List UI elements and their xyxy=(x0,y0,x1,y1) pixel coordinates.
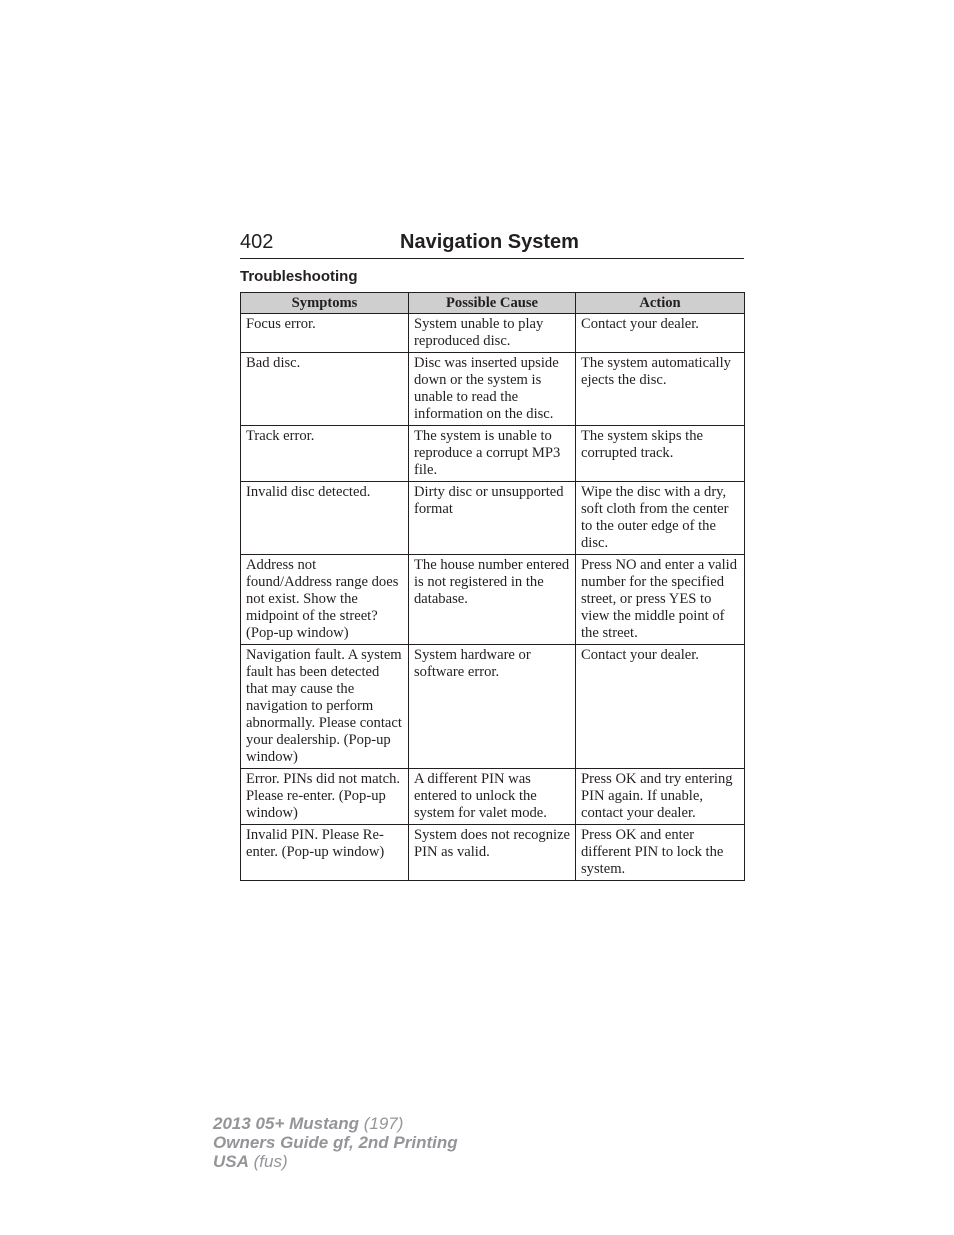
action-cell: Press OK and enter different PIN to lock the system. xyxy=(576,825,745,881)
symptom-cell: Address not found/Address range does not exist. Show the midpoint of the street? (Pop-up window) xyxy=(241,555,409,645)
page-number: 402 xyxy=(240,231,274,253)
table-row xyxy=(241,482,745,555)
cause-cell: A different PIN was entered to unlock the system for valet mode. xyxy=(409,769,576,825)
footer-market: USA xyxy=(213,1152,249,1171)
troubleshooting-table xyxy=(240,292,745,881)
action-cell: The system skips the corrupted track. xyxy=(576,426,745,482)
footer-market-code: (fus) xyxy=(248,1152,288,1171)
footer-line-market xyxy=(213,1152,458,1171)
action-cell: The system automatically ejects the disc. xyxy=(576,353,745,426)
table-row xyxy=(241,555,745,645)
page-footer xyxy=(213,1114,458,1171)
cause-cell: Disc was inserted upside down or the system is unable to read the information on the disc. xyxy=(409,353,576,426)
chapter-title: Navigation System xyxy=(400,231,579,253)
table-row xyxy=(241,314,745,353)
footer-model-code: (197) xyxy=(359,1114,404,1133)
symptom-cell: Invalid disc detected. xyxy=(241,482,409,555)
footer-model: 2013 05+ Mustang xyxy=(213,1114,359,1133)
footer-line-model xyxy=(213,1114,458,1133)
table-row xyxy=(241,353,745,426)
cause-cell: The house number entered is not registered in the database. xyxy=(409,555,576,645)
column-header-possible-cause: Possible Cause xyxy=(409,293,576,314)
table-row xyxy=(241,825,745,881)
symptom-cell: Invalid PIN. Please Re-enter. (Pop-up window) xyxy=(241,825,409,881)
action-cell: Press OK and try entering PIN again. If unable, contact your dealer. xyxy=(576,769,745,825)
footer-guide: Owners Guide gf, 2nd Printing xyxy=(213,1133,458,1152)
symptom-cell: Focus error. xyxy=(241,314,409,353)
section-title: Troubleshooting xyxy=(240,268,358,285)
column-header-symptoms: Symptoms xyxy=(241,293,409,314)
symptom-cell: Error. PINs did not match. Please re-enter. (Pop-up window) xyxy=(241,769,409,825)
table-row xyxy=(241,645,745,769)
cause-cell: The system is unable to reproduce a corrupt MP3 file. xyxy=(409,426,576,482)
cause-cell: System hardware or software error. xyxy=(409,645,576,769)
action-cell: Wipe the disc with a dry, soft cloth from the center to the outer edge of the disc. xyxy=(576,482,745,555)
action-cell: Contact your dealer. xyxy=(576,645,745,769)
symptom-cell: Navigation fault. A system fault has been detected that may cause the navigation to perform abnormally. Please contact your dealership. (Pop-up window) xyxy=(241,645,409,769)
action-cell: Press NO and enter a valid number for the specified street, or press YES to view the middle point of the street. xyxy=(576,555,745,645)
table-header-row xyxy=(241,293,745,314)
action-cell: Contact your dealer. xyxy=(576,314,745,353)
symptom-cell: Bad disc. xyxy=(241,353,409,426)
column-header-action: Action xyxy=(576,293,745,314)
symptom-cell: Track error. xyxy=(241,426,409,482)
page-header xyxy=(240,228,744,259)
cause-cell: System unable to play reproduced disc. xyxy=(409,314,576,353)
table-row xyxy=(241,769,745,825)
cause-cell: System does not recognize PIN as valid. xyxy=(409,825,576,881)
footer-line-guide xyxy=(213,1133,458,1152)
table-row xyxy=(241,426,745,482)
cause-cell: Dirty disc or unsupported format xyxy=(409,482,576,555)
